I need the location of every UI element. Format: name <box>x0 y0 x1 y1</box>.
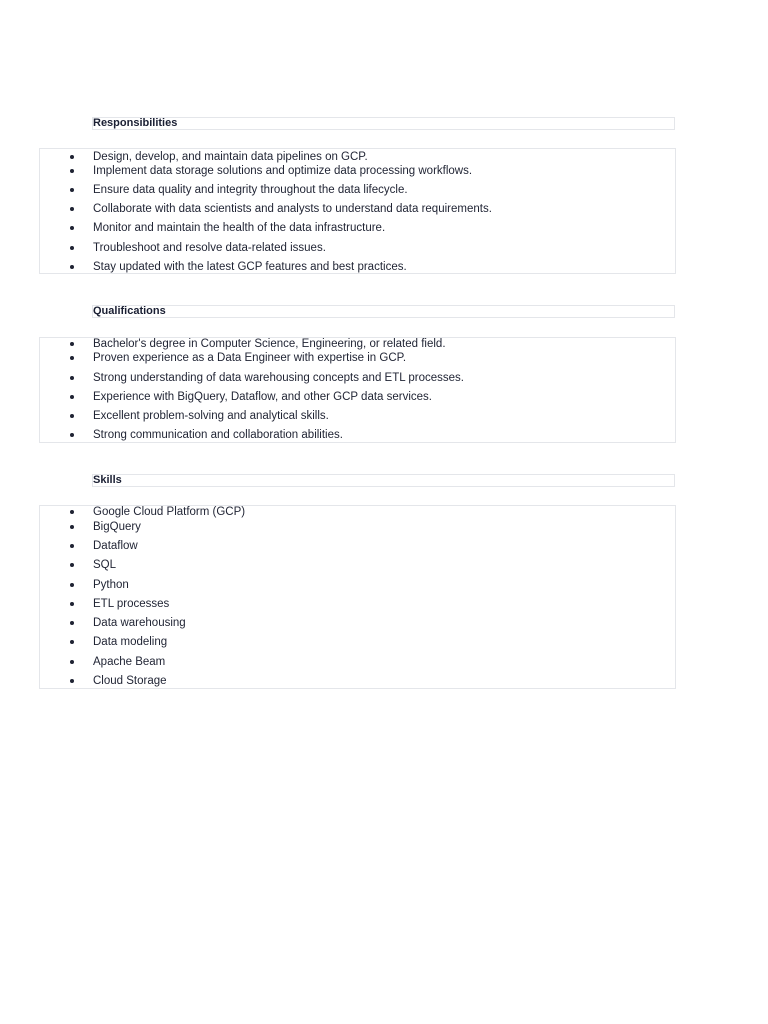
list-item: Python <box>40 577 675 593</box>
bullet-icon <box>70 356 74 360</box>
bullet-icon <box>70 433 74 437</box>
bullet-icon <box>70 188 74 192</box>
list-item: ETL processes <box>40 596 675 612</box>
list-item: Proven experience as a Data Engineer with expertise in GCP. <box>40 350 675 366</box>
list-item: Implement data storage solutions and optimize data processing workflows. <box>40 163 675 179</box>
list-item: Data modeling <box>40 634 675 650</box>
list-item: Data warehousing <box>40 615 675 631</box>
list-item: Excellent problem-solving and analytical skills. <box>40 408 675 424</box>
list-item: Monitor and maintain the health of the data infrastructure. <box>40 220 675 236</box>
bullet-icon <box>70 621 74 625</box>
list-item: Bachelor's degree in Computer Science, Engineering, or related field. <box>40 336 675 352</box>
responsibilities-heading <box>92 117 675 130</box>
qualifications-heading <box>92 305 675 318</box>
list-item: Strong understanding of data warehousing concepts and ETL processes. <box>40 370 675 386</box>
bullet-icon <box>70 640 74 644</box>
bullet-icon <box>70 226 74 230</box>
bullet-icon <box>70 525 74 529</box>
qualifications-list <box>39 337 676 443</box>
list-item: Dataflow <box>40 538 675 554</box>
responsibilities-heading-text: Responsibilities <box>93 117 178 129</box>
qualifications-heading-text: Qualifications <box>93 305 166 317</box>
bullet-icon <box>70 679 74 683</box>
bullet-icon <box>70 660 74 664</box>
list-item: Stay updated with the latest GCP features and best practices. <box>40 259 675 275</box>
responsibilities-list <box>39 148 676 274</box>
bullet-icon <box>70 265 74 269</box>
bullet-icon <box>70 510 74 514</box>
list-item: Troubleshoot and resolve data-related issues. <box>40 240 675 256</box>
bullet-icon <box>70 583 74 587</box>
bullet-icon <box>70 155 74 159</box>
skills-list <box>39 505 676 689</box>
bullet-icon <box>70 602 74 606</box>
list-item: Ensure data quality and integrity throughout the data lifecycle. <box>40 182 675 198</box>
bullet-icon <box>70 395 74 399</box>
list-item: Collaborate with data scientists and analysts to understand data requirements. <box>40 201 675 217</box>
bullet-icon <box>70 207 74 211</box>
bullet-icon <box>70 169 74 173</box>
skills-heading-text: Skills <box>93 474 122 486</box>
bullet-icon <box>70 414 74 418</box>
list-item: SQL <box>40 557 675 573</box>
bullet-icon <box>70 246 74 250</box>
list-item: Google Cloud Platform (GCP) <box>40 504 675 520</box>
list-item: BigQuery <box>40 519 675 535</box>
bullet-icon <box>70 563 74 567</box>
list-item: Apache Beam <box>40 654 675 670</box>
list-item: Experience with BigQuery, Dataflow, and other GCP data services. <box>40 389 675 405</box>
bullet-icon <box>70 544 74 548</box>
list-item: Cloud Storage <box>40 673 675 689</box>
skills-heading <box>92 474 675 487</box>
bullet-icon <box>70 376 74 380</box>
bullet-icon <box>70 342 74 346</box>
list-item: Design, develop, and maintain data pipelines on GCP. <box>40 149 675 165</box>
list-item: Strong communication and collaboration abilities. <box>40 427 675 443</box>
